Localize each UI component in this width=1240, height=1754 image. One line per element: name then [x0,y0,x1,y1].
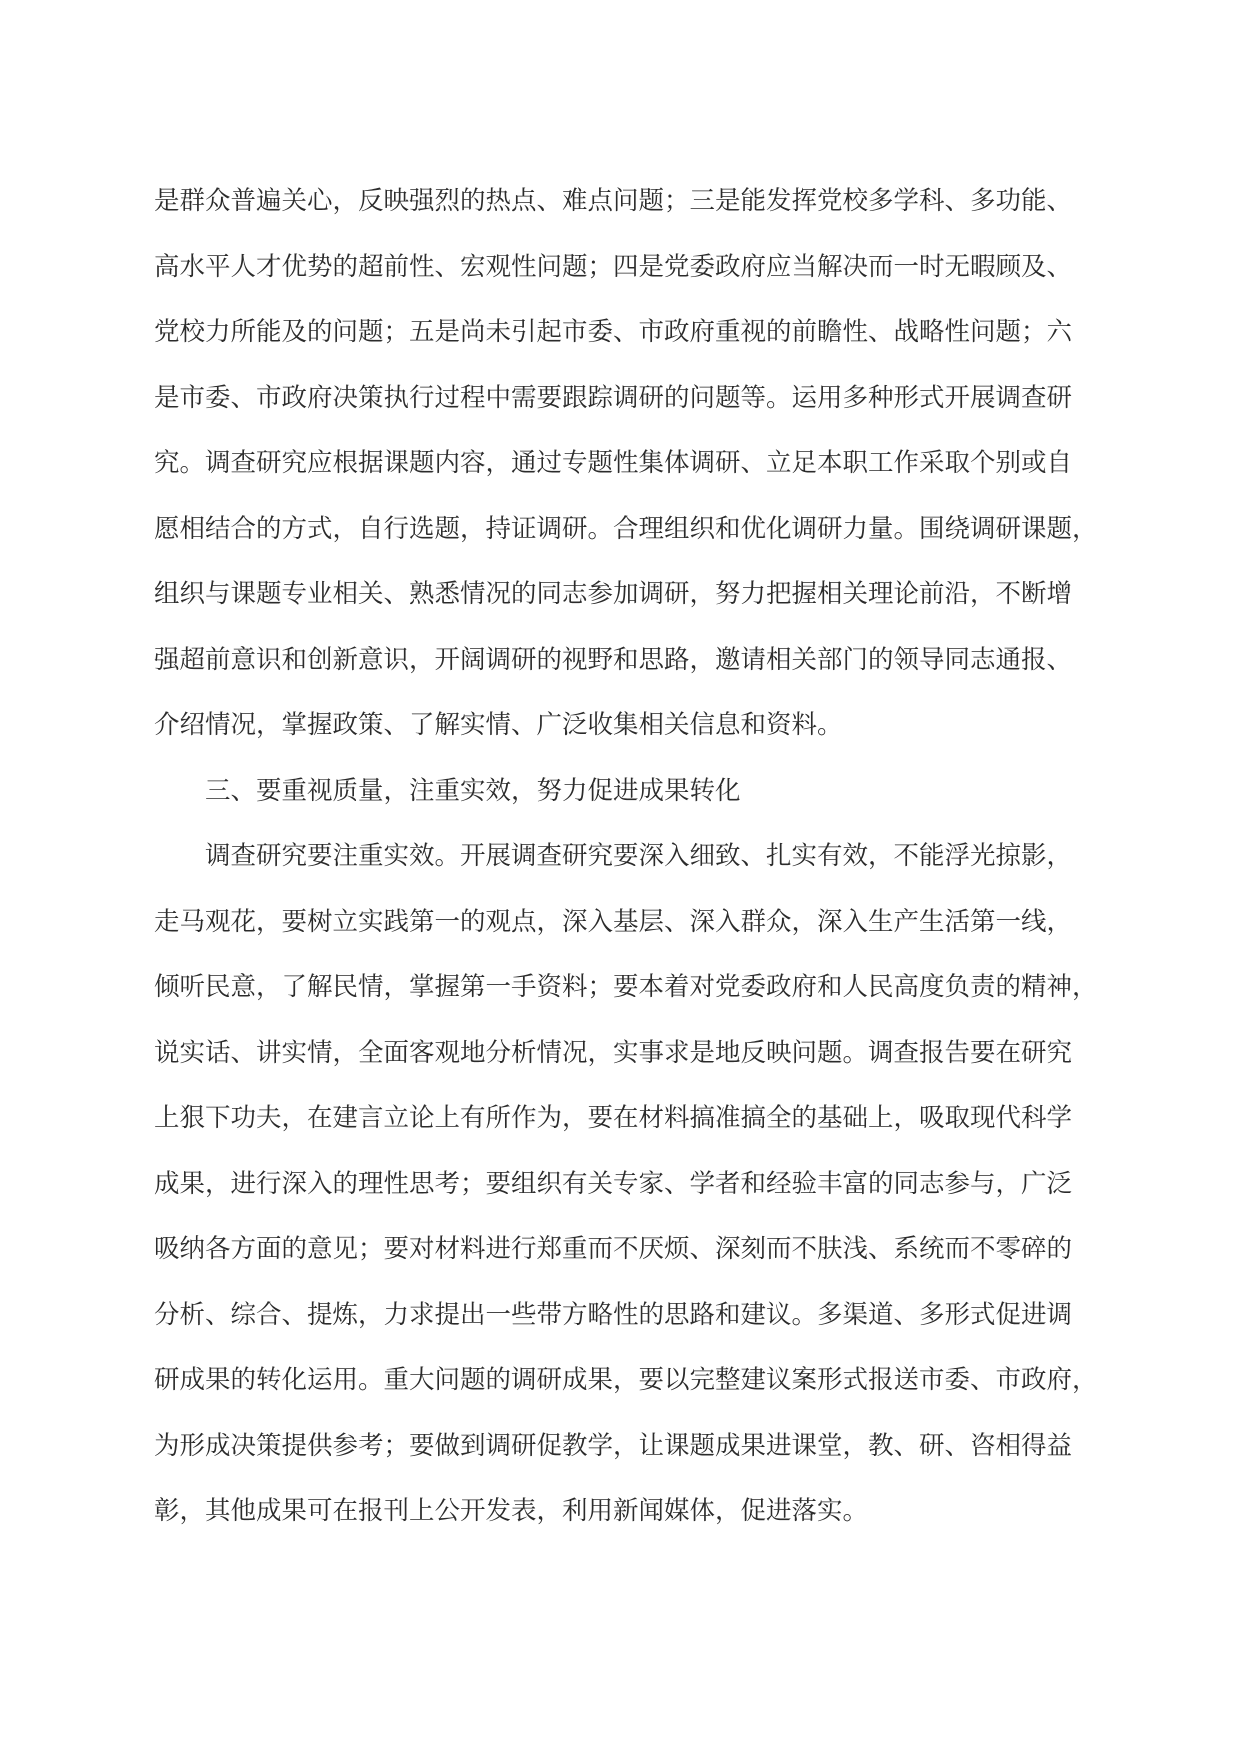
body-line: 分析、综合、提炼，力求提出一些带方略性的思路和建议。多渠道、多形式促进调 [154,1299,1073,1330]
body-line: 上狠下功夫，在建言立论上有所作为，要在材料搞准搞全的基础上，吸取现代科学 [154,1103,1073,1133]
body-line: 走马观花，要树立实践第一的观点，深入基层、深入群众，深入生产生活第一线， [154,906,1073,937]
body-line: 为形成决策提供参考；要做到调研促教学，让课题成果进课堂，教、研、咨相得益 [154,1430,1073,1461]
body-line: 是市委、市政府决策执行过程中需要跟踪调研的问题等。运用多种形式开展调查研 [154,382,1073,413]
body-line: 究。调查研究应根据课题内容，通过专题性集体调研、立足本职工作采取个别或自 [154,448,1073,478]
body-line: 高水平人才优势的超前性、宏观性问题；四是党委政府应当解决而一时无暇顾及、 [154,251,1073,282]
section-heading: 三、要重视质量，注重实效，努力促进成果转化 [205,775,741,806]
document-body [154,186,1098,1562]
body-line: 彰，其他成果可在报刊上公开发表，利用新闻媒体，促进落实。 [154,1496,869,1526]
body-line: 愿相结合的方式，自行选题，持证调研。合理组织和优化调研力量。围绕调研课题， [154,513,1098,544]
body-line: 强超前意识和创新意识，开阔调研的视野和思路，邀请相关部门的领导同志通报、 [154,644,1073,675]
body-line: 调查研究要注重实效。开展调查研究要深入细致、扎实有效，不能浮光掠影， [205,841,1073,871]
body-line: 倾听民意，了解民情，掌握第一手资料；要本着对党委政府和人民高度负责的精神， [154,972,1098,1002]
body-line: 组织与课题专业相关、熟悉情况的同志参加调研，努力把握相关理论前沿，不断增 [154,579,1073,609]
body-line: 吸纳各方面的意见；要对材料进行郑重而不厌烦、深刻而不肤浅、系统而不零碎的 [154,1234,1073,1264]
body-line: 成果，进行深入的理性思考；要组织有关专家、学者和经验丰富的同志参与，广泛 [154,1168,1073,1199]
body-line: 研成果的转化运用。重大问题的调研成果，要以完整建议案形式报送市委、市政府， [154,1365,1098,1395]
body-line: 是群众普遍关心，反映强烈的热点、难点问题；三是能发挥党校多学科、多功能、 [154,186,1073,216]
body-line: 介绍情况，掌握政策、了解实情、广泛收集相关信息和资料。 [154,710,843,740]
body-line: 说实话、讲实情，全面客观地分析情况，实事求是地反映问题。调查报告要在研究 [154,1037,1073,1068]
body-line: 党校力所能及的问题；五是尚未引起市委、市政府重视的前瞻性、战略性问题；六 [154,317,1073,347]
